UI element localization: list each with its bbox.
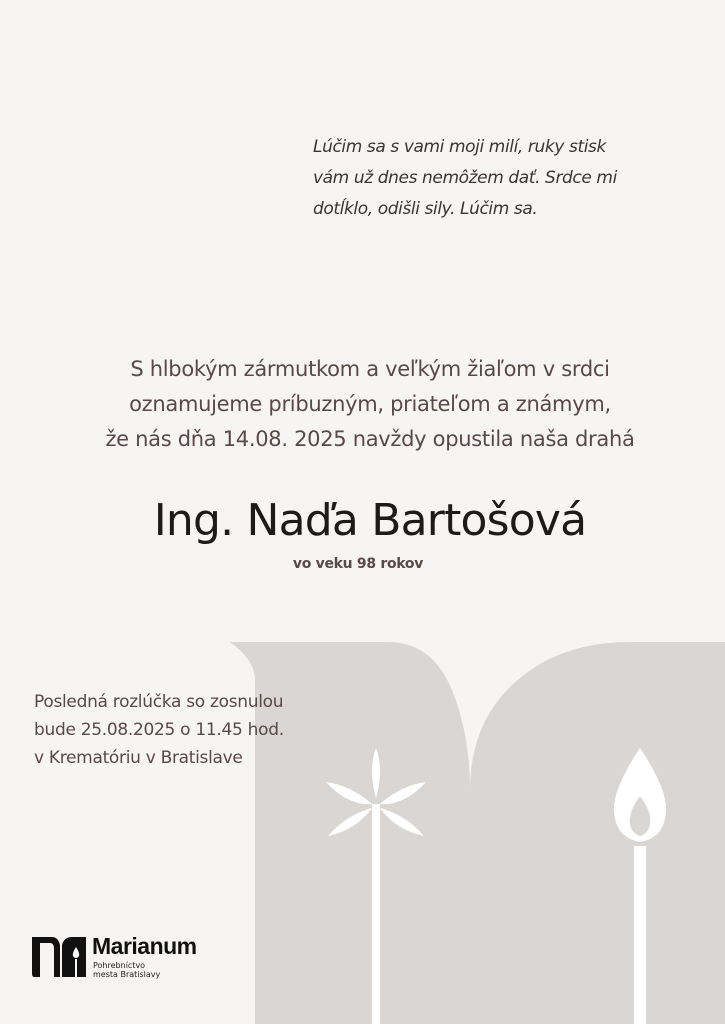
- announcement-line: oznamujeme príbuzným, priateľom a známym,: [129, 392, 611, 416]
- poem-line: Lúčim sa s vami moji milí, ruky stisk: [313, 137, 606, 157]
- logo-subtitle-line: mesta Bratislavy: [93, 970, 161, 979]
- deceased-name: Ing. Naďa Bartošová: [153, 495, 587, 546]
- funeral-details-line: bude 25.08.2025 o 11.45 hod.: [34, 720, 284, 740]
- logo-name: Marianum: [92, 933, 197, 959]
- announcement-line: že nás dňa 14.08. 2025 navždy opustila naša drahá: [105, 427, 635, 451]
- funeral-details-line: v Krematóriu v Bratislave: [34, 748, 243, 768]
- funeral-details-line: Posledná rozlúčka so zosnulou: [34, 692, 284, 712]
- logo-subtitle: [93, 961, 160, 979]
- poem-line: dotĺklo, odišli sily. Lúčim sa.: [313, 199, 538, 219]
- marianum-logo-icon: [32, 933, 86, 979]
- deceased-age: vo veku 98 rokov: [292, 556, 424, 572]
- announcement-line: S hlbokým zármutkom a veľkým žiaľom v srdci: [130, 357, 610, 381]
- poem-line: vám už dnes nemôžem dať. Srdce mi: [313, 168, 617, 188]
- death-announcement: [40, 352, 700, 457]
- marianum-logo: [32, 933, 232, 983]
- funeral-details: [34, 688, 354, 772]
- farewell-poem: [313, 132, 643, 225]
- logo-subtitle-line: Pohrebníctvo: [93, 961, 146, 970]
